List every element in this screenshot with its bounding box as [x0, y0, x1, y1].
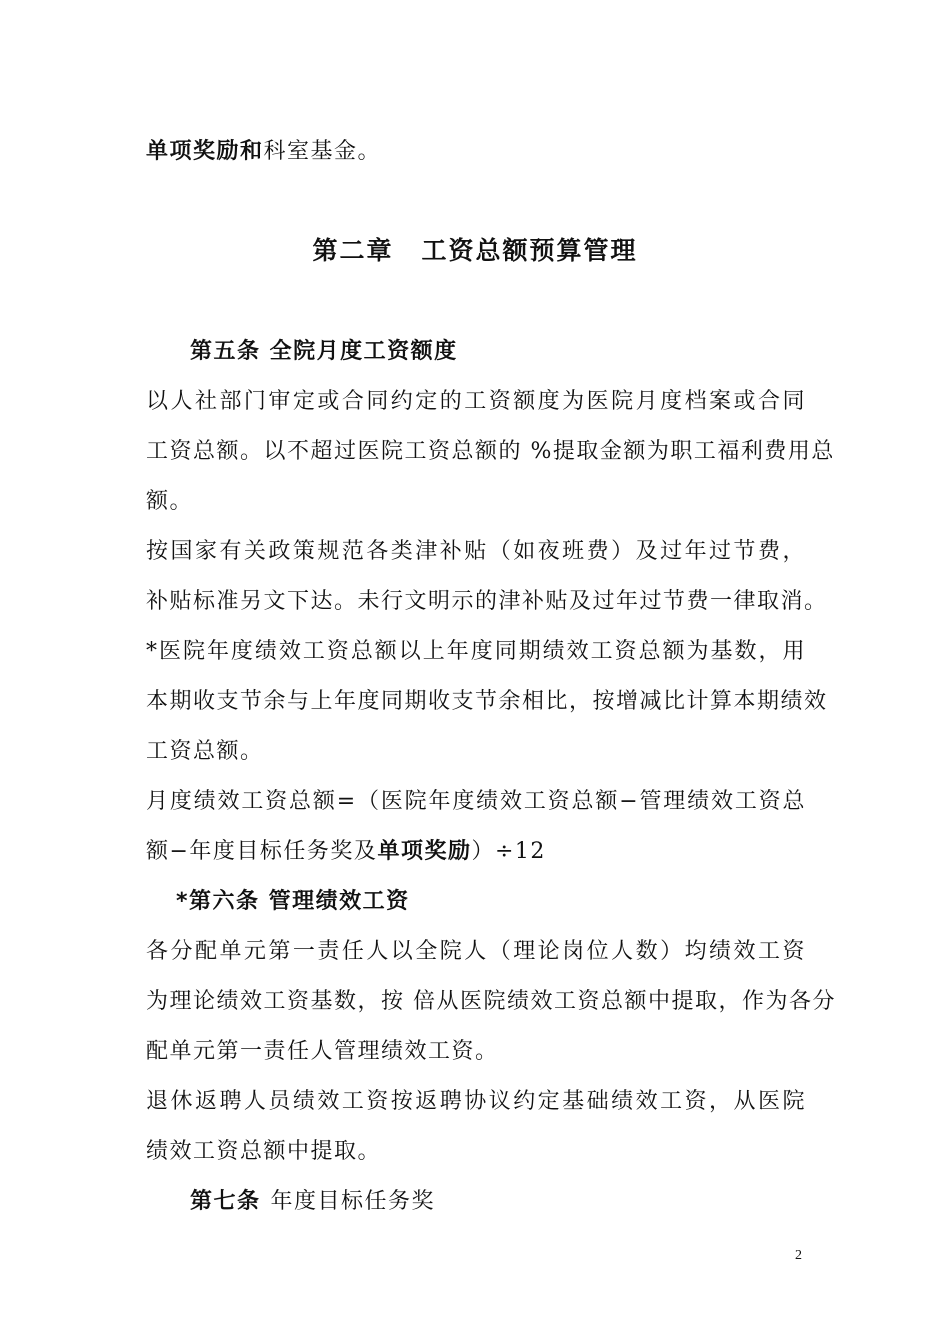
paragraph-line: 工资总额。	[146, 739, 264, 764]
formula-line	[146, 837, 546, 867]
paragraph-line: 配单元第一责任人管理绩效工资。	[146, 1039, 499, 1064]
formula-line: 月度绩效工资总额=（医院年度绩效工资总额−管理绩效工资总	[146, 789, 806, 814]
paragraph-line: 工资总额。以不超过医院工资总额的 %提取金额为职工福利费用总	[146, 439, 835, 464]
paragraph-line: 额。	[146, 489, 194, 514]
article-7-heading	[190, 1187, 435, 1217]
page-number: 2	[795, 1248, 802, 1263]
asterisk-mark: *	[176, 889, 190, 914]
chapter-heading	[0, 234, 950, 268]
text-fragment: 额−年度目标任务奖及	[146, 839, 378, 864]
paragraph-line: 各分配单元第一责任人以全院人（理论岗位人数）均绩效工资	[146, 939, 806, 964]
paragraph-line: 补贴标准另文下达。未行文明示的津补贴及过年过节费一律取消。	[146, 589, 828, 614]
paragraph-line: 本期收支节余与上年度同期收支节余相比，按增减比计算本期绩效	[146, 689, 828, 714]
chapter-title: 工资总额预算管理	[421, 236, 638, 265]
article-7-label: 第七条	[190, 1189, 261, 1214]
paragraph-line: 绩效工资总额中提取。	[146, 1139, 382, 1164]
article-7-title: 年度目标任务奖	[270, 1189, 436, 1214]
bold-phrase: 单项奖励和	[146, 139, 264, 164]
chapter-number: 第二章	[312, 236, 394, 265]
continuation-line	[146, 137, 381, 167]
text-fragment: 科室基金。	[263, 139, 382, 164]
article-6-heading	[176, 887, 410, 917]
paragraph-line: 退休返聘人员绩效工资按返聘协议约定基础绩效工资，从医院	[146, 1089, 806, 1114]
paragraph-line: 为理论绩效工资基数，按 倍从医院绩效工资总额中提取，作为各分	[146, 989, 836, 1014]
paragraph-line: 以人社部门审定或合同约定的工资额度为医院月度档案或合同	[146, 389, 806, 414]
text-fragment: ）÷12	[471, 839, 546, 864]
paragraph-line: 按国家有关政策规范各类津补贴（如夜班费）及过年过节费，	[146, 539, 806, 564]
paragraph-line: *医院年度绩效工资总额以上年度同期绩效工资总额为基数，用	[146, 639, 806, 664]
article-5-heading: 第五条 全院月度工资额度	[190, 339, 458, 364]
article-6-title: 第六条 管理绩效工资	[189, 889, 410, 914]
bold-phrase: 单项奖励	[377, 839, 472, 864]
